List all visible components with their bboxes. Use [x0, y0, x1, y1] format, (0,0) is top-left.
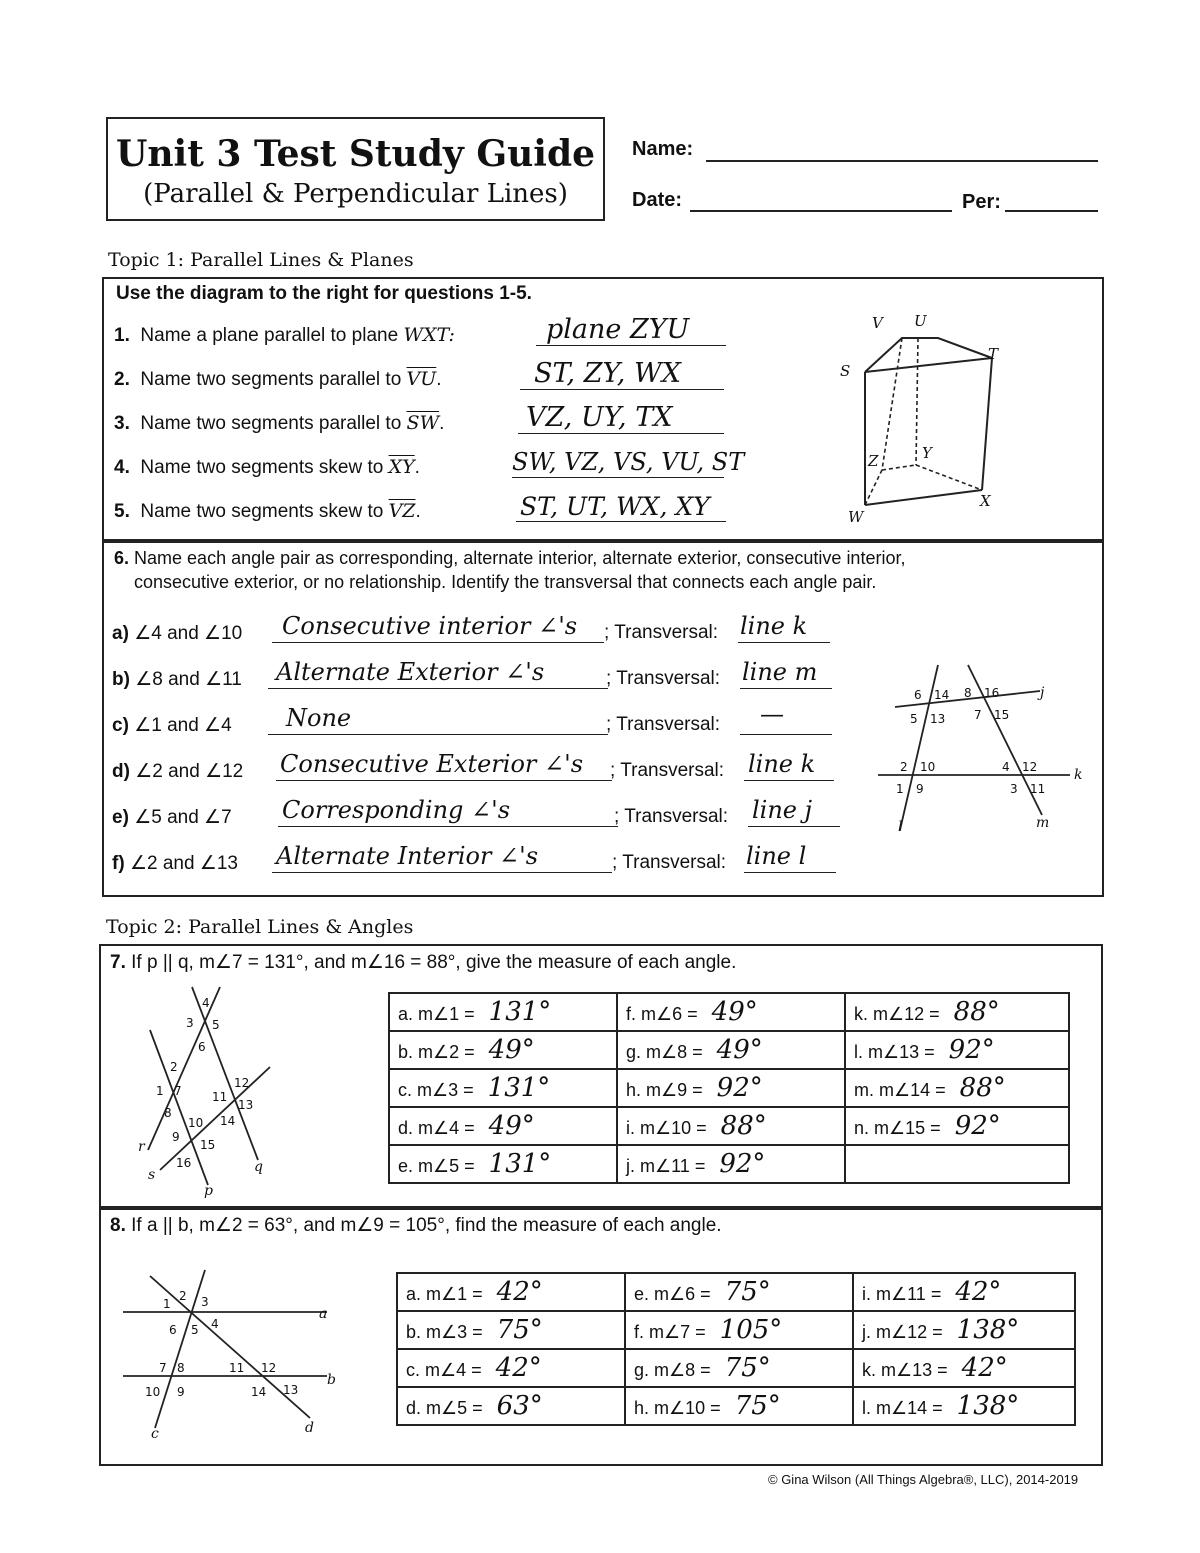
angle-label: 13	[283, 1383, 299, 1397]
question-6-prompt	[114, 548, 905, 569]
angle-label: 15	[200, 1138, 216, 1152]
q7-answer-table	[388, 992, 1070, 1184]
prism-diagram	[830, 300, 1030, 530]
question-text: Name two segments parallel to	[140, 369, 402, 390]
angle-label: 12	[261, 1361, 277, 1375]
name-label: Name:	[632, 138, 694, 160]
question-number: 1.	[114, 325, 130, 346]
label-y: Y	[922, 444, 932, 462]
angle-label: 5	[910, 712, 918, 726]
line-r	[148, 987, 220, 1150]
angle-label: 11	[212, 1090, 228, 1104]
table-cell: k. m∠12 = 88°	[845, 993, 1069, 1031]
angle-label: 4	[211, 1317, 219, 1331]
angle-pair: ∠1 and ∠4	[134, 715, 232, 736]
q6-row-a	[112, 622, 242, 645]
row-letter: d)	[112, 761, 130, 782]
table-cell: a. m∠1 = 131°	[389, 993, 617, 1031]
table-cell: c. m∠4 = 42°	[397, 1349, 625, 1387]
table-cell: f. m∠7 = 105°	[625, 1311, 853, 1349]
transversal-6f: line l	[746, 842, 807, 870]
table-cell: l. m∠14 = 138°	[853, 1387, 1075, 1425]
page-title: Unit 3 Test Study Guide	[115, 133, 596, 175]
angle-label: 13	[238, 1098, 254, 1112]
angle-label: 9	[177, 1385, 185, 1399]
angle-label: 14	[934, 688, 950, 702]
prompt-text: If a || b, m∠2 = 63°, and m∠9 = 105°, find the measure of each angle.	[131, 1215, 722, 1236]
question-ref: WXT:	[403, 324, 455, 346]
answer-3: VZ, UY, TX	[526, 402, 673, 433]
period-field[interactable]	[1005, 210, 1098, 212]
prompt-line-1: Name each angle pair as corresponding, alternate interior, alternate exterior, consecutive interior,	[134, 548, 906, 568]
question-ref: $\overline{SW}$	[406, 412, 440, 434]
angle-pair: ∠4 and ∠10	[134, 623, 243, 644]
question-ref: $\overline{VU}$	[406, 368, 437, 390]
question-3: 3. Name two segments parallel to $\overline{SW}$.	[114, 412, 445, 434]
label-v: V	[872, 314, 883, 332]
angle-label: 15	[994, 708, 1010, 722]
question-number: 2.	[114, 369, 130, 390]
edge-yx	[916, 465, 982, 490]
line-label-b: b	[327, 1372, 336, 1388]
line-label-m: m	[1036, 815, 1050, 831]
topic2-heading: Topic 2: Parallel Lines & Angles	[106, 916, 414, 938]
question-text: Name two segments parallel to	[140, 413, 402, 434]
table-cell: k. m∠13 = 42°	[853, 1349, 1075, 1387]
angle-label: 11	[229, 1361, 245, 1375]
transversal-label: ; Transversal:	[604, 622, 719, 643]
title-box	[106, 117, 605, 221]
answer-line	[268, 734, 608, 735]
answer-line	[740, 734, 832, 735]
answer-1: plane ZYU	[546, 314, 690, 345]
q8-answer-table	[396, 1272, 1076, 1426]
angle-label: 2	[179, 1289, 187, 1303]
table-cell: e. m∠6 = 75°	[625, 1273, 853, 1311]
q6-row-e	[112, 806, 232, 829]
transversal-6c: —	[760, 700, 784, 728]
prompt-line-2: consecutive exterior, or no relationship. Identify the transversal that connects each angle pair.	[134, 572, 877, 592]
line-label-d: d	[305, 1420, 314, 1436]
answer-line	[512, 477, 724, 478]
transversal-6b: line m	[742, 658, 818, 686]
table-cell: d. m∠5 = 63°	[397, 1387, 625, 1425]
angle-pair: ∠2 and ∠13	[129, 853, 238, 874]
question-1	[114, 324, 455, 347]
question-number: 6.	[114, 548, 130, 568]
transversal-6d: line k	[748, 750, 816, 778]
question-text: Name a plane parallel to plane	[140, 325, 399, 346]
answer-line	[518, 433, 724, 434]
row-letter: e)	[112, 807, 129, 828]
angle-label: 1	[156, 1084, 164, 1098]
answer-line	[738, 642, 830, 643]
row-letter: c)	[112, 715, 129, 736]
answer-line	[268, 688, 608, 689]
answer-6e: Corresponding ∠'s	[282, 796, 511, 824]
angle-label: 5	[212, 1018, 220, 1032]
table-row	[397, 1273, 1075, 1311]
copyright: © Gina Wilson (All Things Algebra®, LLC), 2014-2019	[768, 1472, 1079, 1487]
topic1-instruction: Use the diagram to the right for questions 1-5.	[116, 283, 532, 304]
table-cell: c. m∠3 = 131°	[389, 1069, 617, 1107]
edge-vz	[882, 338, 902, 470]
topic1-heading: Topic 1: Parallel Lines & Planes	[108, 249, 414, 271]
table-cell: l. m∠13 = 92°	[845, 1031, 1069, 1069]
line-label-r: r	[138, 1139, 145, 1155]
question-number: 7.	[110, 952, 126, 973]
transversal-label: ; Transversal:	[606, 668, 721, 689]
angle-label: 3	[186, 1016, 194, 1030]
answer-6a: Consecutive interior ∠'s	[282, 612, 578, 640]
transversal-label: ; Transversal:	[614, 806, 729, 827]
answer-6f: Alternate Interior ∠'s	[276, 842, 539, 870]
answer-line	[272, 872, 612, 873]
q6-row-d	[112, 760, 243, 783]
label-t: T	[988, 345, 999, 363]
angle-label: 7	[159, 1361, 167, 1375]
angle-label: 10	[145, 1385, 161, 1399]
answer-5: ST, UT, WX, XY	[520, 492, 710, 521]
question-ref: $\overline{XY}$	[388, 456, 415, 478]
table-cell: a. m∠1 = 42°	[397, 1273, 625, 1311]
table-row	[397, 1349, 1075, 1387]
label-x: X	[980, 492, 991, 510]
line-label-c: c	[151, 1426, 159, 1442]
table-row	[397, 1387, 1075, 1425]
angle-label: 9	[172, 1130, 180, 1144]
table-cell: f. m∠6 = 49°	[617, 993, 845, 1031]
table-row	[389, 1031, 1069, 1069]
prompt-text: If p || q, m∠7 = 131°, and m∠16 = 88°, give the measure of each angle.	[131, 952, 737, 973]
table-cell: g. m∠8 = 75°	[625, 1349, 853, 1387]
angle-label: 10	[188, 1116, 204, 1130]
answer-line	[516, 521, 726, 522]
angle-label: 6	[198, 1040, 206, 1054]
table-cell: i. m∠10 = 88°	[617, 1107, 845, 1145]
angle-label: 16	[984, 686, 1000, 700]
answer-line	[272, 642, 604, 643]
table-row	[397, 1311, 1075, 1349]
table-row	[389, 1107, 1069, 1145]
answer-line	[744, 872, 836, 873]
angle-label: 8	[177, 1361, 185, 1375]
answer-line	[744, 780, 834, 781]
transversal-diagram	[860, 655, 1090, 840]
table-cell: g. m∠8 = 49°	[617, 1031, 845, 1069]
answer-line	[520, 389, 724, 390]
date-label: Date:	[632, 189, 683, 211]
page-subtitle: (Parallel & Perpendicular Lines)	[143, 179, 568, 209]
angle-label: 1	[163, 1297, 171, 1311]
transversal-label: ; Transversal:	[606, 714, 721, 735]
table-cell: i. m∠11 = 42°	[853, 1273, 1075, 1311]
date-field[interactable]	[690, 210, 952, 212]
angle-pair: ∠8 and ∠11	[135, 669, 242, 690]
answer-line	[536, 345, 726, 346]
table-row	[389, 1069, 1069, 1107]
angle-label: 16	[176, 1156, 192, 1170]
q6-row-f	[112, 852, 238, 875]
table-cell: b. m∠2 = 49°	[389, 1031, 617, 1069]
angle-label: 2	[170, 1060, 178, 1074]
angle-label: 7	[974, 708, 982, 722]
q6-row-c	[112, 714, 232, 737]
transversal-6a: line k	[740, 612, 808, 640]
question-2: 2. Name two segments parallel to $\overline{VU}$.	[114, 368, 442, 390]
angle-label: 2	[900, 760, 908, 774]
table-cell: b. m∠3 = 75°	[397, 1311, 625, 1349]
answer-line	[748, 826, 840, 827]
edge-wx	[865, 490, 982, 505]
line-label-a: a	[319, 1306, 328, 1322]
q7-diagram	[130, 985, 290, 1200]
angle-label: 8	[964, 686, 972, 700]
angle-label: 4	[1002, 760, 1010, 774]
edge-wz	[865, 470, 882, 505]
label-z: Z	[868, 452, 879, 470]
question-8-prompt	[110, 1214, 722, 1237]
question-7-prompt	[110, 951, 736, 974]
row-letter: b)	[112, 669, 130, 690]
angle-label: 3	[1010, 782, 1018, 796]
table-cell: m. m∠14 = 88°	[845, 1069, 1069, 1107]
table-row	[389, 993, 1069, 1031]
angle-label: 8	[164, 1106, 172, 1120]
table-cell: j. m∠12 = 138°	[853, 1311, 1075, 1349]
question-4: 4. Name two segments skew to $\overline{XY}$.	[114, 456, 420, 478]
question-number: 4.	[114, 457, 130, 478]
answer-line	[278, 826, 618, 827]
table-cell: n. m∠15 = 92°	[845, 1107, 1069, 1145]
line-label-s: s	[148, 1167, 156, 1183]
angle-label: 6	[914, 688, 922, 702]
line-label-q: q	[254, 1159, 263, 1175]
question-number: 3.	[114, 413, 130, 434]
name-field[interactable]	[706, 160, 1098, 162]
table-cell: e. m∠5 = 131°	[389, 1145, 617, 1183]
answer-4: SW, VZ, VS, VU, ST	[512, 448, 745, 476]
transversal-label: ; Transversal:	[612, 852, 727, 873]
label-u: U	[914, 312, 927, 330]
angle-label: 7	[174, 1084, 182, 1098]
edge-zy	[882, 465, 916, 470]
table-cell: h. m∠10 = 75°	[625, 1387, 853, 1425]
prism-top-face	[865, 338, 992, 372]
angle-pair: ∠5 and ∠7	[134, 807, 232, 828]
table-row	[389, 1145, 1069, 1183]
row-letter: f)	[112, 853, 125, 874]
question-number: 5.	[114, 501, 130, 522]
angle-label: 12	[234, 1076, 250, 1090]
angle-label: 14	[251, 1385, 267, 1399]
q8-diagram	[115, 1268, 350, 1443]
per-label: Per:	[962, 191, 1001, 213]
angle-label: 12	[1022, 760, 1038, 774]
question-text: Name two segments skew to	[140, 457, 384, 478]
angle-label: 14	[220, 1114, 236, 1128]
table-cell-empty	[845, 1145, 1069, 1183]
transversal-label: ; Transversal:	[610, 760, 725, 781]
answer-6d: Consecutive Exterior ∠'s	[280, 750, 584, 778]
angle-label: 9	[916, 782, 924, 796]
line-label-p: p	[204, 1183, 213, 1199]
q6-row-b	[112, 668, 242, 691]
angle-label: 4	[202, 996, 210, 1010]
line-q	[192, 987, 258, 1160]
answer-2: ST, ZY, WX	[534, 358, 681, 389]
question-5: 5. Name two segments skew to $\overline{VZ}$.	[114, 500, 421, 522]
angle-label: 13	[930, 712, 946, 726]
transversal-6e: line j	[752, 796, 813, 824]
line-label-j: j	[1040, 685, 1045, 701]
row-letter: a)	[112, 623, 129, 644]
question-ref: $\overline{VZ}$	[388, 500, 416, 522]
edge-tx	[982, 358, 992, 490]
line-label-k: k	[1074, 767, 1083, 783]
answer-line	[276, 780, 612, 781]
angle-label: 5	[191, 1323, 199, 1337]
edge-uy	[916, 338, 918, 465]
line-s	[160, 1067, 270, 1170]
angle-label: 6	[169, 1323, 177, 1337]
table-cell: d. m∠4 = 49°	[389, 1107, 617, 1145]
label-s: S	[840, 362, 851, 380]
angle-label: 3	[201, 1295, 209, 1309]
angle-label: 11	[1030, 782, 1046, 796]
label-w: W	[848, 508, 864, 526]
angle-label: 1	[896, 782, 904, 796]
question-text: Name two segments skew to	[140, 501, 384, 522]
table-cell: h. m∠9 = 92°	[617, 1069, 845, 1107]
answer-6b: Alternate Exterior ∠'s	[276, 658, 545, 686]
question-number: 8.	[110, 1215, 126, 1236]
answer-line	[740, 688, 832, 689]
answer-6c: None	[286, 704, 352, 732]
angle-label: 10	[920, 760, 936, 774]
line-label-l: l	[898, 819, 903, 835]
angle-pair: ∠2 and ∠12	[135, 761, 244, 782]
table-cell: j. m∠11 = 92°	[617, 1145, 845, 1183]
